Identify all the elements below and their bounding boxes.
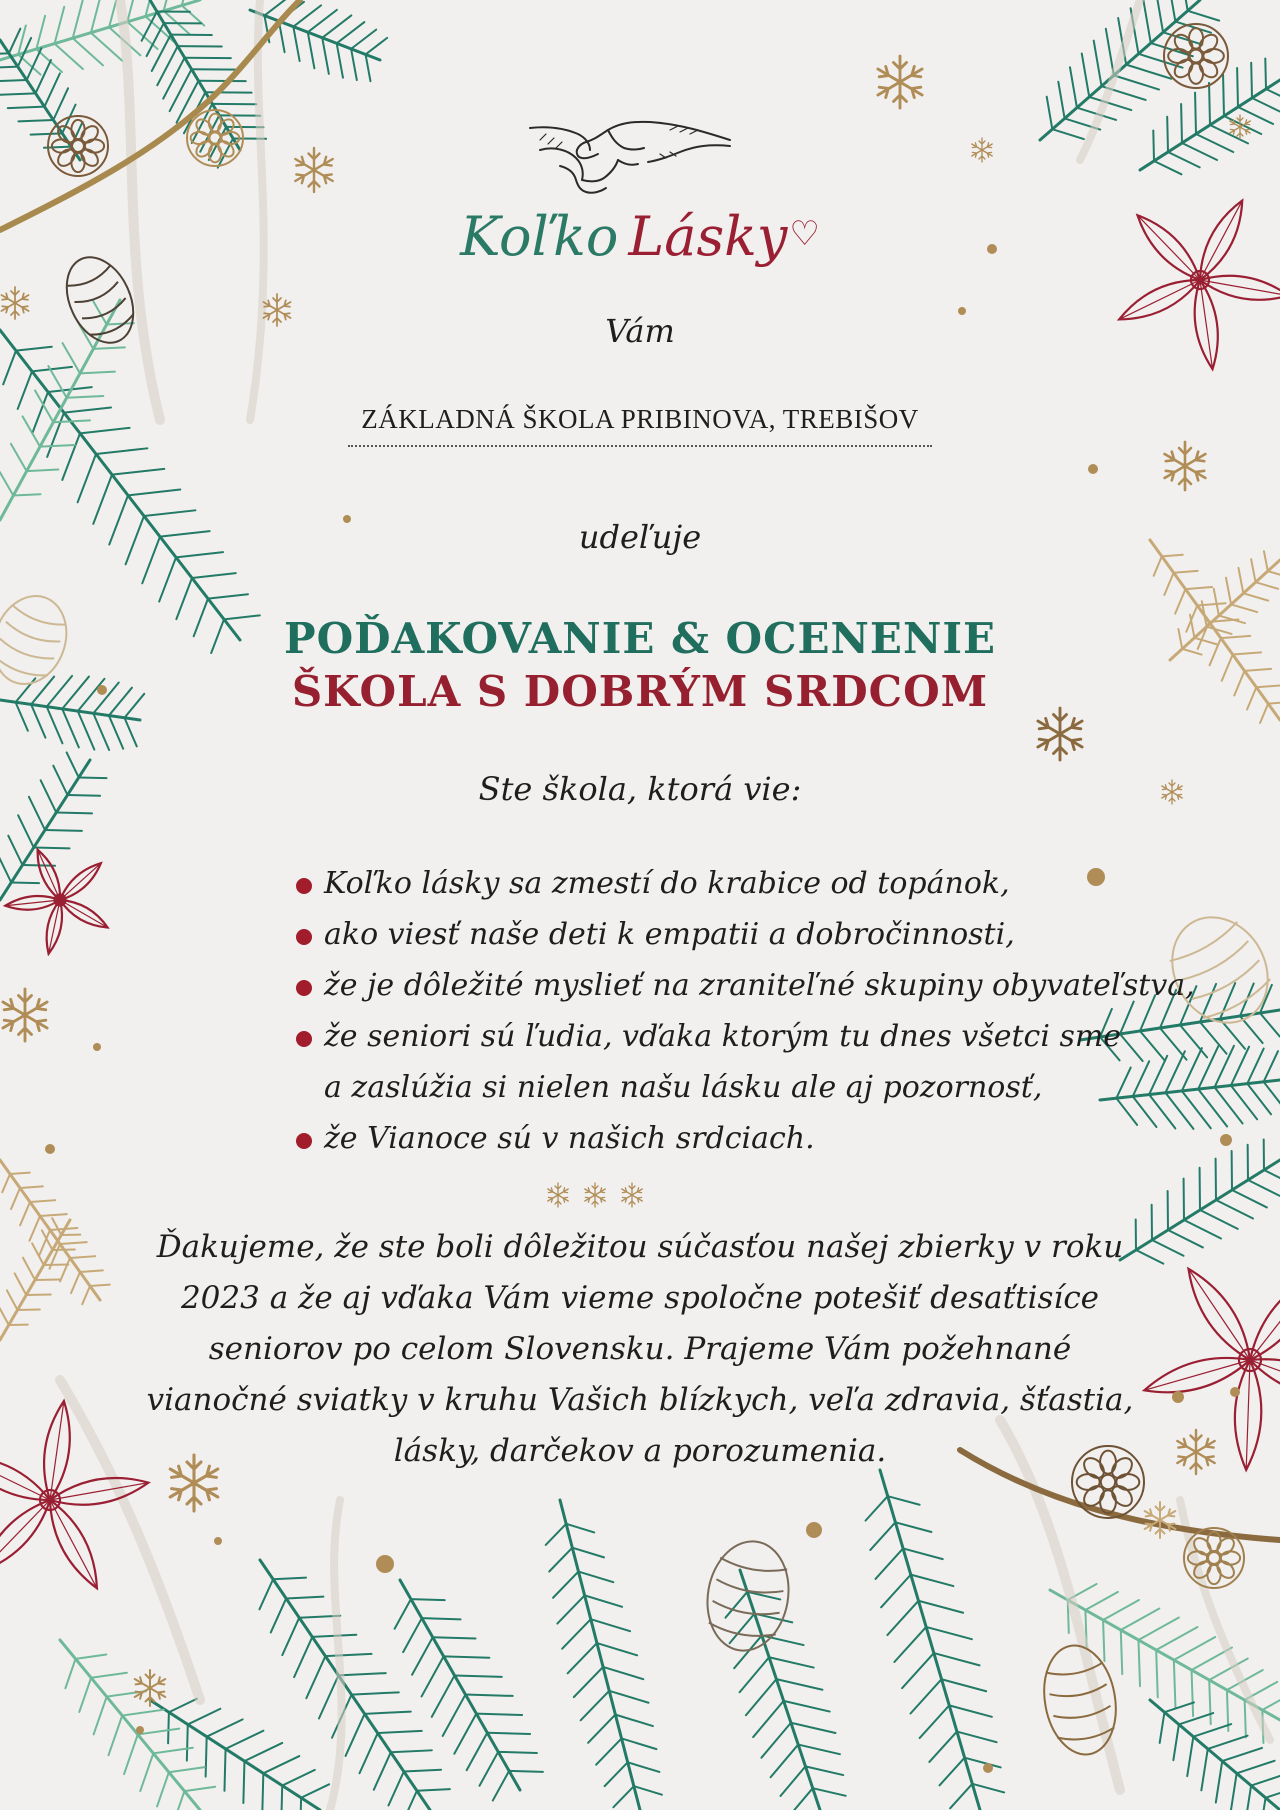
gold-dot-icon xyxy=(1220,1134,1232,1146)
award-title-line1: POĎAKOVANIE & OCENENIE xyxy=(283,614,996,663)
thanks-line: Ďakujeme, že ste boli dôležitou súčasťou našej zbierky v roku xyxy=(156,1229,1124,1265)
bullet-dot-icon xyxy=(296,980,312,996)
snowflake-icon xyxy=(1165,442,1206,490)
thanks-line: vianočné sviatky v kruhu Vašich blízkych, veľa zdravia, šťastia, xyxy=(146,1382,1134,1418)
recipient-name: ZÁKLADNÁ ŠKOLA PRIBINOVA, TREBIŠOV xyxy=(361,404,919,434)
snowflake-icon xyxy=(1177,1430,1214,1474)
snowflake-icon xyxy=(878,56,922,108)
snowflake-icon xyxy=(3,989,47,1041)
bullet-dot-icon xyxy=(296,1133,312,1149)
thanks-line: lásky, darčekov a porozumenia. xyxy=(393,1433,887,1469)
gold-dot-icon xyxy=(136,1726,144,1734)
heart-icon: ♡ xyxy=(789,214,820,254)
brand-name-part2: Lásky xyxy=(628,205,788,268)
bullet-dot-icon xyxy=(296,929,312,945)
pine-branch-icon xyxy=(259,1560,449,1810)
gold-dot-icon xyxy=(806,1522,822,1538)
brand-name-part1: Koľko xyxy=(460,205,619,268)
pine-branch-icon xyxy=(0,1160,110,1304)
gold-dot-icon xyxy=(1088,464,1098,474)
intro-text: Ste škola, ktorá vie: xyxy=(478,770,802,808)
brand-logo-text xyxy=(0,205,1280,268)
list-item-text: ako viesť naše deti k empatii a dobročinnosti, xyxy=(324,917,1015,952)
poinsettia-icon xyxy=(0,832,134,972)
list-item xyxy=(296,1113,1196,1164)
list-item-text: že Vianoce sú v našich srdciach. xyxy=(324,1121,815,1156)
thank-you-message xyxy=(140,1222,1140,1477)
list-item xyxy=(296,960,1196,1011)
gold-dot-icon xyxy=(45,1144,55,1154)
pine-branch-icon xyxy=(395,1580,543,1801)
pine-branch-icon xyxy=(866,1470,1005,1810)
list-item xyxy=(296,858,1196,909)
bullet-dot-icon xyxy=(296,1031,312,1047)
pine-branch-icon xyxy=(546,1500,662,1810)
gold-dot-icon xyxy=(983,1763,993,1773)
list-item-continuation xyxy=(296,1062,1196,1113)
pine-branch-icon xyxy=(250,0,387,81)
pine-branch-icon xyxy=(150,1699,329,1810)
list-item xyxy=(296,1011,1196,1062)
gold-dot-icon xyxy=(376,1555,394,1573)
holding-hands-icon xyxy=(520,110,740,200)
award-title-line2: ŠKOLA S DOBRÝM SRDCOM xyxy=(291,667,989,716)
snowflake-icon xyxy=(295,148,332,192)
merits-list xyxy=(296,858,1196,1164)
list-item-text: že seniori sú ľudia, vďaka ktorým tu dnes všetci sme xyxy=(324,1019,1122,1054)
thanks-line: 2023 a že aj vďaka Vám vieme spoločne potešiť desaťtisíce xyxy=(180,1280,1100,1316)
gold-dot-icon xyxy=(1230,1387,1240,1397)
snowflake-divider-icon xyxy=(540,1178,650,1212)
pine-branch-icon xyxy=(725,1570,845,1810)
list-item-text: Koľko lásky sa zmestí do krabice od topánok, xyxy=(324,866,1010,901)
snowflake-icon xyxy=(972,138,992,162)
pine-branch-icon xyxy=(0,29,83,160)
pine-cone-icon xyxy=(1164,24,1228,88)
gold-dot-icon xyxy=(214,1537,222,1545)
bullet-dot-icon xyxy=(296,878,312,894)
awards-verb: udeľuje xyxy=(578,518,702,556)
addressee-text: Vám xyxy=(605,312,675,350)
gold-dot-icon xyxy=(93,1043,101,1051)
pine-branch-icon xyxy=(0,1218,80,1340)
list-item-text: že je dôležité myslieť na zraniteľné skupiny obyvateľstva, xyxy=(324,968,1195,1003)
gold-dot-icon xyxy=(1172,1391,1184,1403)
list-item xyxy=(296,909,1196,960)
snowflake-icon xyxy=(135,1670,166,1706)
pine-cone-icon xyxy=(48,116,108,176)
list-item-text: a zaslúžia si nielen našu lásku ale aj pozornosť, xyxy=(324,1070,1043,1105)
thanks-line: seniorov po celom Slovensku. Prajeme Vám požehnané xyxy=(208,1331,1072,1367)
recipient-dotted-line xyxy=(348,445,932,447)
pine-branch-icon xyxy=(0,330,260,653)
